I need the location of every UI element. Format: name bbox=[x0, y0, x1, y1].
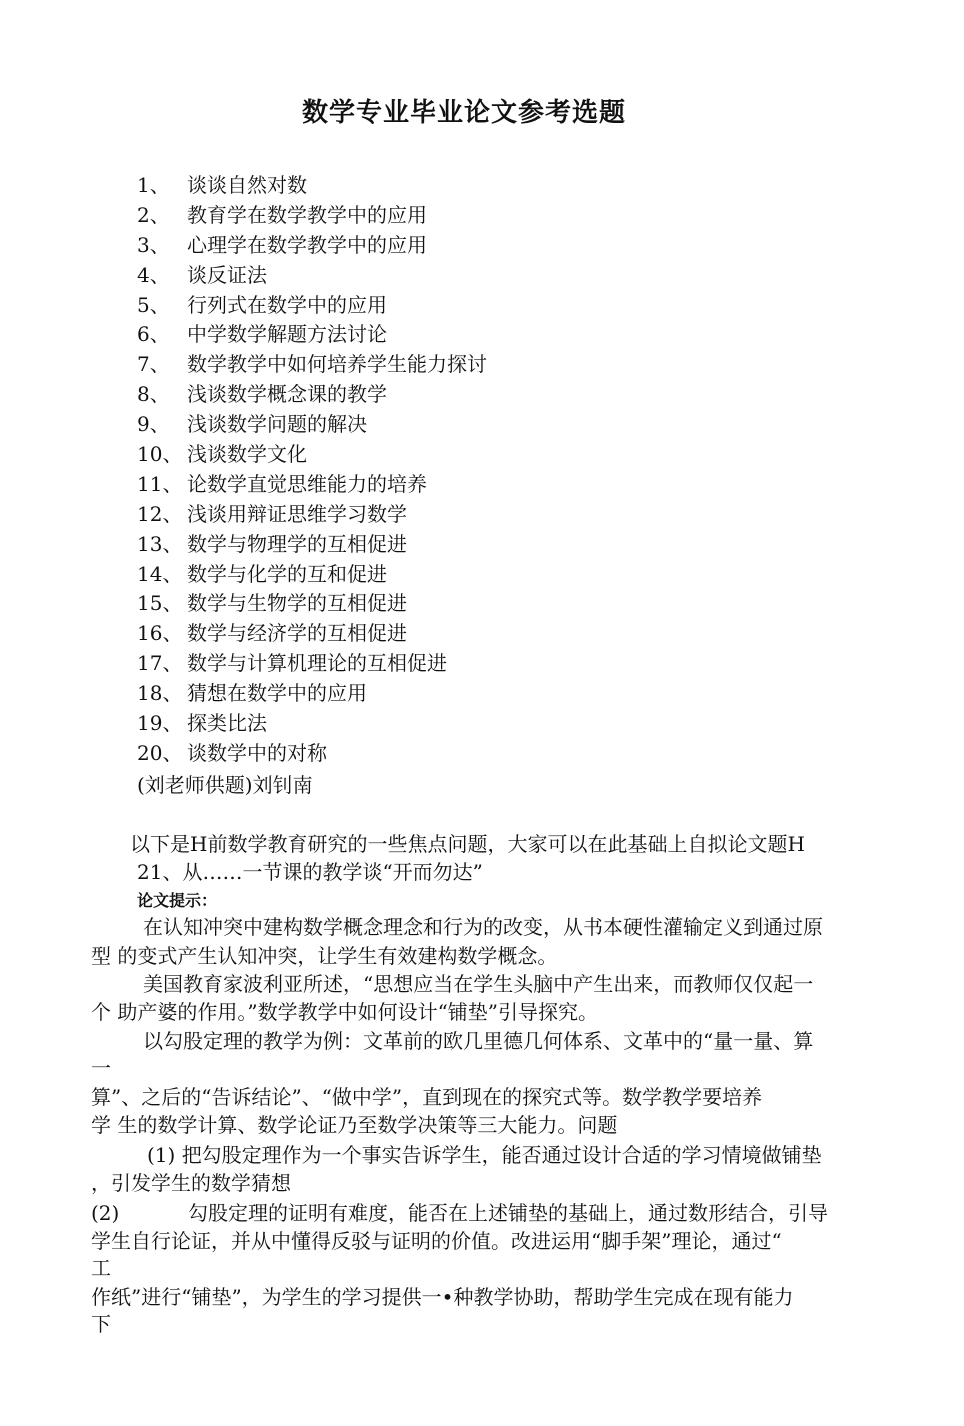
topic-number: 14、 bbox=[137, 561, 183, 586]
topic-number: 7、 bbox=[137, 352, 170, 377]
topic-text: 浅谈数学问题的解决 bbox=[187, 412, 367, 437]
question-2-number: (2) bbox=[91, 1201, 120, 1225]
hint-line: 勾股定理的证明有难度，能否在上述铺垫的基础上，通过数形结合，引导 bbox=[188, 1201, 828, 1225]
topic-text: 数学与化学的互和促进 bbox=[187, 561, 387, 586]
topic-item bbox=[137, 380, 487, 410]
topic-number: 13、 bbox=[137, 531, 183, 556]
topic-number: 3、 bbox=[137, 232, 170, 257]
topic-text: 谈谈自然对数 bbox=[187, 173, 307, 197]
hint-line: 一 bbox=[91, 1056, 111, 1080]
intro-paragraph: 以下是H前数学教育研究的一些焦点问题，大家可以在此基础上自拟论文题H bbox=[130, 832, 805, 856]
topic-text: 猜想在数学中的应用 bbox=[187, 681, 367, 706]
topic-text: 谈反证法 bbox=[187, 262, 267, 287]
topic-number: 16、 bbox=[137, 621, 183, 646]
topic-text: 数学与计算机理论的互相促进 bbox=[187, 651, 447, 676]
topic-number: 9、 bbox=[137, 412, 170, 437]
hint-line: 作纸”进行“铺垫”，为学生的学习提供一•种教学协助，帮助学生完成在现有能力 bbox=[91, 1285, 794, 1309]
hint-line: 个 助产婆的作用。”数学教学中如何设计“铺垫”引导探究。 bbox=[91, 1000, 599, 1024]
hint-line: 型 的变式产生认知冲突，让学生有效建构数学概念。 bbox=[91, 944, 558, 968]
topic-number: 17、 bbox=[137, 651, 183, 676]
topic-item bbox=[137, 530, 487, 560]
topic-text: 数学教学中如何培养学生能力探讨 bbox=[187, 352, 487, 377]
topic-item bbox=[137, 261, 487, 291]
topic-number: 12、 bbox=[137, 501, 183, 526]
topic-text: 浅谈数学概念课的教学 bbox=[187, 382, 387, 407]
topic-item bbox=[137, 350, 487, 380]
hint-line: 学生自行论证，并从中懂得反驳与证明的价值。改进运用“脚手架”理论，通过“ bbox=[91, 1229, 782, 1253]
topic-item bbox=[137, 320, 487, 350]
topic-item bbox=[137, 291, 487, 321]
topic-text: 谈数学中的对称 bbox=[187, 740, 327, 765]
topic-item bbox=[137, 201, 487, 231]
hint-line: 在认知冲突中建构数学概念理念和行为的改变，从书本硬性灌输定义到通过原 bbox=[143, 915, 823, 939]
topic-number: 20、 bbox=[137, 740, 183, 765]
topic-text: 教育学在数学教学中的应用 bbox=[187, 202, 427, 227]
topic-number: 19、 bbox=[137, 711, 183, 736]
hint-line: 学 生的数学计算、数学论证乃至数学决策等三大能力。问题 bbox=[91, 1113, 618, 1137]
topic-number: 6、 bbox=[137, 322, 170, 347]
hint-line: ，引发学生的数学猜想 bbox=[91, 1171, 291, 1195]
topic-text: 数学与生物学的互相促进 bbox=[187, 591, 407, 616]
topic-item bbox=[137, 589, 487, 619]
topic-number: 18、 bbox=[137, 681, 183, 706]
topic-provider: (刘老师供题)刘钊南 bbox=[137, 773, 313, 797]
topic-item bbox=[137, 171, 487, 201]
topic-text: 行列式在数学中的应用 bbox=[187, 292, 387, 317]
topic-number: 8、 bbox=[137, 382, 170, 407]
topic-number: 11、 bbox=[137, 471, 183, 496]
hint-label: 论文提示： bbox=[137, 891, 218, 910]
topic-21: 21、从……一节课的教学谈“开而勿达” bbox=[137, 860, 483, 884]
topic-item bbox=[137, 560, 487, 590]
topic-list bbox=[137, 171, 487, 769]
topic-number: 10、 bbox=[137, 442, 183, 467]
topic-item bbox=[137, 739, 487, 769]
topic-text: 论数学直觉思维能力的培养 bbox=[187, 471, 427, 496]
topic-item bbox=[137, 440, 487, 470]
topic-text: 中学数学解题方法讨论 bbox=[187, 322, 387, 347]
topic-number: 1、 bbox=[137, 173, 170, 197]
topic-text: 数学与物理学的互相促进 bbox=[187, 531, 407, 556]
topic-item bbox=[137, 410, 487, 440]
hint-line: 下 bbox=[91, 1312, 111, 1336]
topic-item bbox=[137, 500, 487, 530]
topic-item bbox=[137, 619, 487, 649]
topic-number: 5、 bbox=[137, 292, 170, 317]
topic-text: 数学与经济学的互相促进 bbox=[187, 621, 407, 646]
hint-line: 以勾股定理的教学为例：文革前的欧几里德几何体系、文革中的“量一量、算 bbox=[143, 1029, 814, 1053]
topic-item bbox=[137, 709, 487, 739]
topic-text: 探类比法 bbox=[187, 711, 267, 736]
topic-item bbox=[137, 679, 487, 709]
topic-text: 浅谈用辩证思维学习数学 bbox=[187, 501, 407, 526]
topic-item bbox=[137, 231, 487, 261]
topic-number: 4、 bbox=[137, 262, 170, 287]
hint-line: 美国教育家波利亚所述，“思想应当在学生头脑中产生出来，而教师仅仅起一 bbox=[143, 972, 814, 996]
topic-number: 2、 bbox=[137, 202, 170, 227]
hint-line: 算”、之后的“告诉结论”、“做中学”，直到现在的探究式等。数学教学要培养 bbox=[91, 1085, 763, 1109]
topic-number: 15、 bbox=[137, 591, 183, 616]
hint-line: (1) 把勾股定理作为一个事实告诉学生，能否通过设计合适的学习情境做铺垫 bbox=[147, 1143, 822, 1167]
topic-text: 心理学在数学教学中的应用 bbox=[187, 232, 427, 257]
topic-item bbox=[137, 649, 487, 679]
page-title: 数学专业毕业论文参考选题 bbox=[301, 98, 626, 128]
hint-line: 工 bbox=[91, 1256, 111, 1280]
topic-text: 浅谈数学文化 bbox=[187, 442, 307, 467]
topic-item bbox=[137, 470, 487, 500]
